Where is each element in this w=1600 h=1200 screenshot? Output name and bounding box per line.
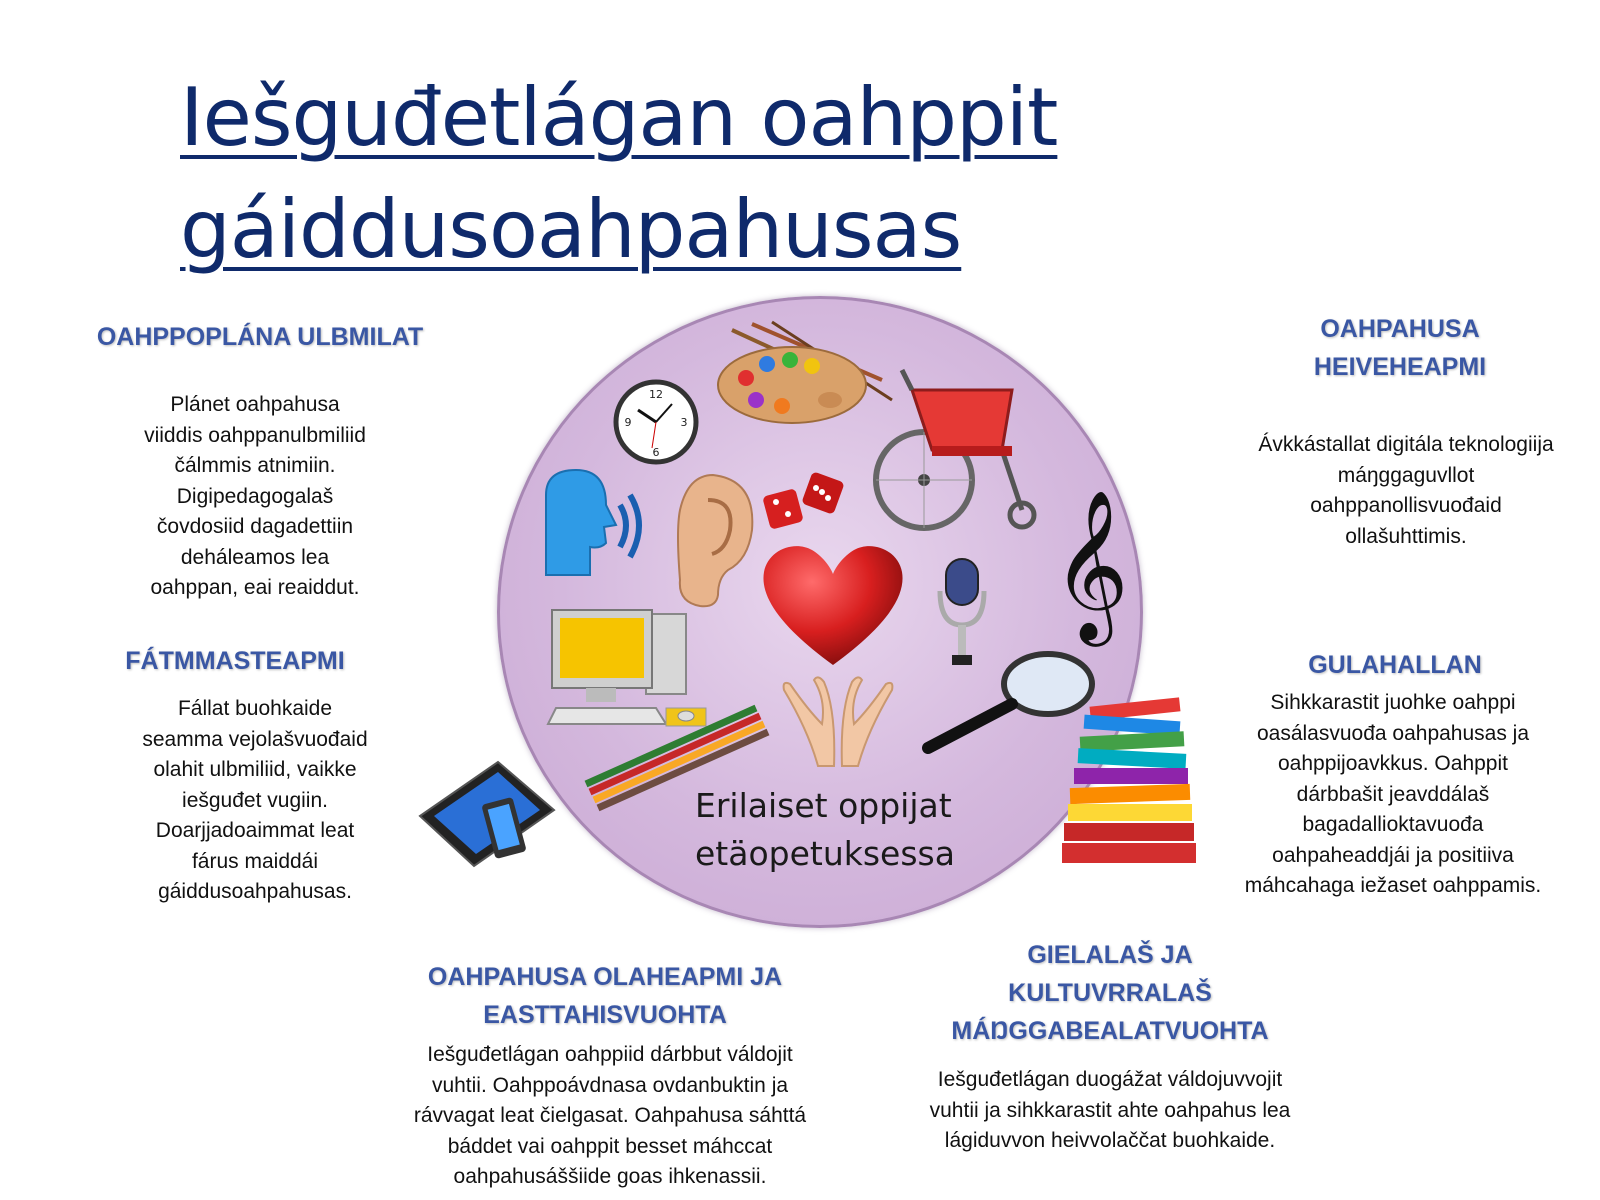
center-label [695,782,955,878]
adaptation-line: oahppanollisvuođaid [1310,494,1502,517]
wellbeing-line: vuhtii. Oahppoávdnasa ovdanbuktin ja [431,1073,789,1097]
belonging-line: oahpaheaddjái ja positiiva [1272,843,1514,867]
adaptation-text [1230,430,1582,552]
clock-icon [612,376,700,468]
svg-text:6: 6 [652,446,660,459]
curriculum-heading: OAHPPOPLÁNA ULBMILAT [96,323,424,351]
adaptation-heading [1250,310,1550,386]
book-stack-icon [1060,698,1220,870]
attention-line: seamma vejolašvuođaid [142,727,368,751]
wellbeing-heading [380,958,830,1034]
language-heading [920,936,1300,1050]
attention-line: Fállat buohkaide [177,697,333,720]
attention-line: gáiddusoahpahusas. [158,880,352,903]
belonging-line: dárbbašit jeavddálaš [1296,782,1490,806]
adaptation-line: Ávkkástallat digitála teknologiija [1258,433,1554,456]
svg-text:3: 3 [680,416,688,429]
wheelchair-icon [872,350,1052,540]
attention-text [100,694,410,908]
belonging-line: oahppijoavkkus. Oahppit [1278,752,1508,775]
center-label-line: Erilaiset oppijat [695,786,952,825]
attention-line: iešguđet vugiin. [182,788,328,812]
language-line: Iešguđetlágan duogážat váldojuvvojit [937,1068,1283,1091]
belonging-line: Sihkkarastit juohke oahppi [1270,691,1516,714]
wellbeing-line: báddet vai oahppit besset máhccat [447,1134,773,1158]
curriculum-line: Plánet oahpahusa [170,393,340,416]
language-heading-line: GIELALAŠ JA [1027,941,1193,969]
svg-text:12: 12 [649,388,663,401]
language-text [890,1065,1330,1157]
belonging-line: máhcahaga iežaset oahppamis. [1244,874,1542,897]
adaptation-line: máŋggaguvllot [1337,463,1475,487]
wellbeing-heading-line: OAHPAHUSA OLAHEAPMI JA [427,963,783,991]
attention-line: Doarjjadoaimmat leat [155,819,355,842]
adaptation-heading-line: OAHPAHUSA [1320,315,1480,343]
curriculum-line: čálmmis atnimiin. [174,454,336,477]
belonging-text [1218,688,1568,902]
attention-heading: FÁTMMASTEAPMI [125,647,345,675]
language-heading-line: MÁŊGGABEALATVUOHTA [951,1017,1269,1045]
title-line-1: Iešguđetlágan oahppit [180,71,1058,164]
open-hands-icon [778,660,898,770]
wellbeing-line: rávvagat leat čielgasat. Oahpahusa sáhttá [413,1104,807,1127]
curriculum-line: deháleamos lea [180,545,330,569]
belonging-line: bagadallioktavuođa [1302,813,1484,836]
belonging-line: oasálasvuođa oahpahusas ja [1256,721,1530,745]
belonging-heading: GULAHALLAN [1308,651,1482,679]
svg-text:9: 9 [624,416,632,429]
curriculum-line: čovdosiid dagadettiin [156,515,354,538]
wellbeing-line: oahpahusáššiide goas ihkenassii. [453,1165,767,1188]
speaking-head-icon [536,465,656,595]
language-line: lágiduvvon heivvolaččat buohkaide. [944,1129,1276,1152]
wellbeing-line: Iešguđetlágan oahppiid dárbbut váldojit [427,1043,793,1066]
curriculum-line: Digipedagogalaš [176,484,334,508]
adaptation-heading-line: HEIVEHEAPMI [1313,353,1487,381]
curriculum-line: viiddis oahppanulbmiliid [144,423,366,447]
wellbeing-heading-line: EASTTAHISVUOHTA [483,1001,727,1029]
wellbeing-text [380,1040,840,1193]
attention-line: fárus maiddái [191,849,319,873]
language-line: vuhtii ja sihkkarastit ahte oahpahus lea [929,1098,1291,1122]
svg-text:𝄞: 𝄞 [1052,488,1129,640]
dice-icon [758,470,848,540]
adaptation-line: ollašuhttimis. [1345,524,1467,548]
curriculum-line: oahppan, eai reaiddut. [150,576,360,599]
tablet-icon [414,758,560,870]
center-label-line: etäopetuksessa [695,834,955,873]
language-heading-line: KULTUVRRALAŠ [1008,979,1212,1007]
title-line-2: gáiddusoahpahusas [180,183,962,276]
curriculum-text [110,390,400,604]
ear-icon [668,470,758,610]
treble-clef-icon [1048,485,1129,640]
heart-icon [758,540,908,670]
page-title [180,62,1057,286]
attention-line: olahit ulbmiliid, vaikke [153,758,357,781]
